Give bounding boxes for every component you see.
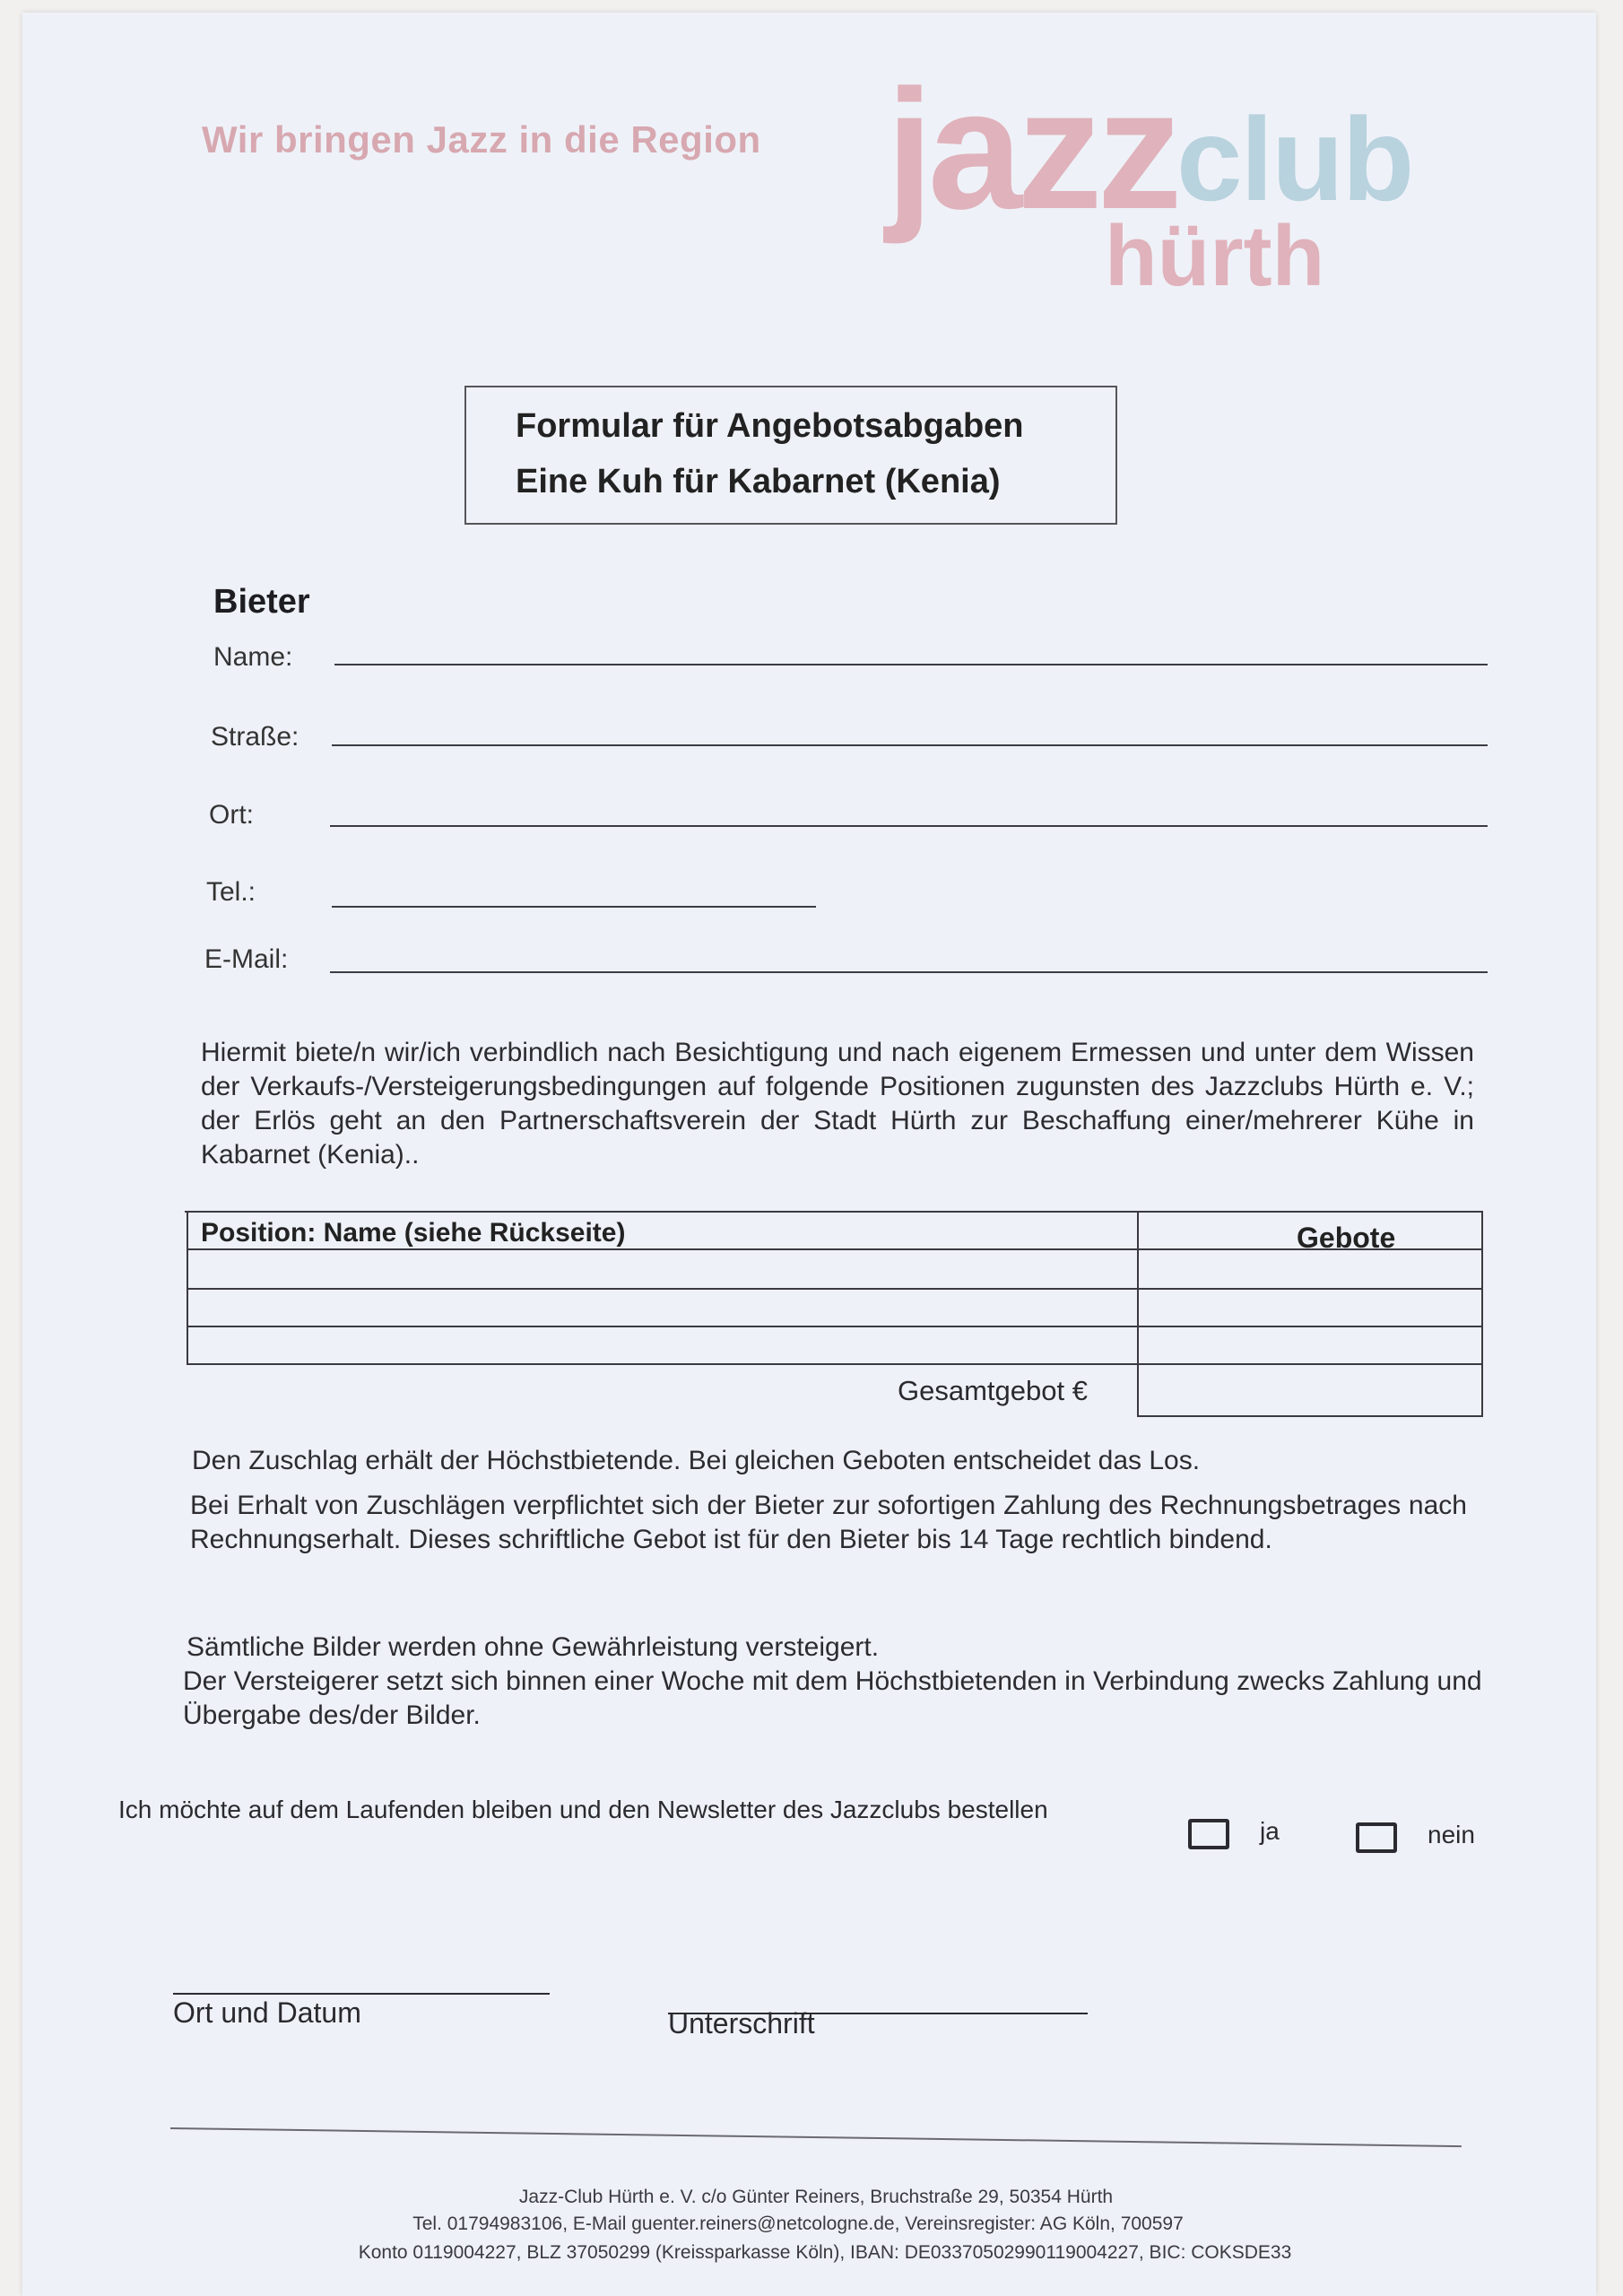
place-date-label: Ort und Datum: [173, 1996, 361, 2029]
tagline: Wir bringen Jazz in die Region: [202, 118, 761, 161]
footer-address: Jazz-Club Hürth e. V. c/o Günter Reiners, Bruchstraße 29, 50354 Hürth: [518, 2187, 1114, 2207]
name-field[interactable]: [334, 664, 1488, 665]
bids-column-header: Gebote: [1297, 1222, 1396, 1254]
bid-cell-row-3[interactable]: [1141, 1329, 1480, 1361]
contact-note: Der Versteigerer setzt sich binnen einer Woche mit dem Höchstbietenden in Verbindung zwecks Zahlung und Übergabe des/der Bilder.: [183, 1666, 1482, 1730]
bid-table: [185, 1211, 1483, 1417]
newsletter-no-checkbox[interactable]: [1356, 1822, 1397, 1853]
city-label: Ort:: [209, 800, 254, 830]
newsletter-text: Ich möchte auf dem Laufenden bleiben und den Newsletter des Jazzclubs bestellen: [118, 1796, 1048, 1823]
form-subtitle: Eine Kuh für Kabarnet (Kenia): [516, 463, 1001, 500]
city-field[interactable]: [330, 825, 1488, 827]
bidder-heading: Bieter: [213, 583, 310, 621]
position-cell-row-1[interactable]: [190, 1252, 1135, 1286]
bid-cell-row-1[interactable]: [1141, 1252, 1480, 1286]
form-title: Formular für Angebotsabgaben: [516, 407, 1024, 445]
newsletter-yes-label: ja: [1260, 1817, 1280, 1845]
position-cell-row-2[interactable]: [190, 1292, 1135, 1324]
footer-contact: Tel. 01794983106, E-Mail guenter.reiners@netcologne.de, Vereinsregister: AG Köln, 700597: [412, 2213, 1184, 2234]
email-label: E-Mail:: [204, 944, 289, 974]
logo-jazz-text: jazz: [886, 55, 1177, 245]
place-date-line[interactable]: [173, 1993, 550, 1995]
signature-label: Unterschrift: [668, 2007, 815, 2039]
warranty-note: Sämtliche Bilder werden ohne Gewährleistung versteigert.: [187, 1632, 880, 1662]
total-bid-label: Gesamtgebot €: [898, 1375, 1088, 1406]
award-terms: Den Zuschlag erhält der Höchstbietende. Bei gleichen Geboten entscheidet das Los.: [192, 1446, 1201, 1475]
email-field[interactable]: [330, 971, 1488, 973]
bid-cell-row-2[interactable]: [1141, 1292, 1480, 1324]
position-column-header: Position: Name (siehe Rückseite): [201, 1218, 626, 1248]
form-title-box: [464, 386, 1117, 525]
street-field[interactable]: [332, 744, 1488, 746]
total-bid-cell[interactable]: [1141, 1367, 1480, 1413]
street-label: Straße:: [211, 722, 299, 752]
phone-label: Tel.:: [206, 877, 256, 907]
newsletter-no-label: nein: [1428, 1821, 1475, 1848]
newsletter-yes-checkbox[interactable]: [1188, 1819, 1229, 1849]
phone-field[interactable]: [332, 906, 816, 908]
name-label: Name:: [213, 642, 293, 672]
intro-paragraph: Hiermit biete/n wir/ich verbindlich nach Besichtigung und nach eigenem Ermessen und unter dem Wissen der Verkaufs-/Versteigerungsbedingungen auf folgende Positionen zugunsten des Jazzclubs Hürth e. V.; der Erlös geht an den Partnerschaftsverein der Stadt Hürth zur Beschaffung einer/mehrerer Kühe in Kabarnet (Kenia)..: [201, 1038, 1474, 1170]
payment-terms: Bei Erhalt von Zuschlägen verpflichtet sich der Bieter zur sofortigen Zahlung des Rechnungsbetrages nach Rechnungserhalt. Dieses schriftliche Gebot ist für den Bieter bis 14 Tage rechtlich bindend.: [190, 1491, 1467, 1554]
logo-club-text: club: [1176, 93, 1413, 225]
logo-city-text: hürth: [1105, 208, 1325, 304]
footer-bank: Konto 0119004227, BLZ 37050299 (Kreissparkasse Köln), IBAN: DE03370502990119004227, BIC: COKSDE33: [358, 2242, 1292, 2263]
position-cell-row-3[interactable]: [190, 1329, 1135, 1361]
